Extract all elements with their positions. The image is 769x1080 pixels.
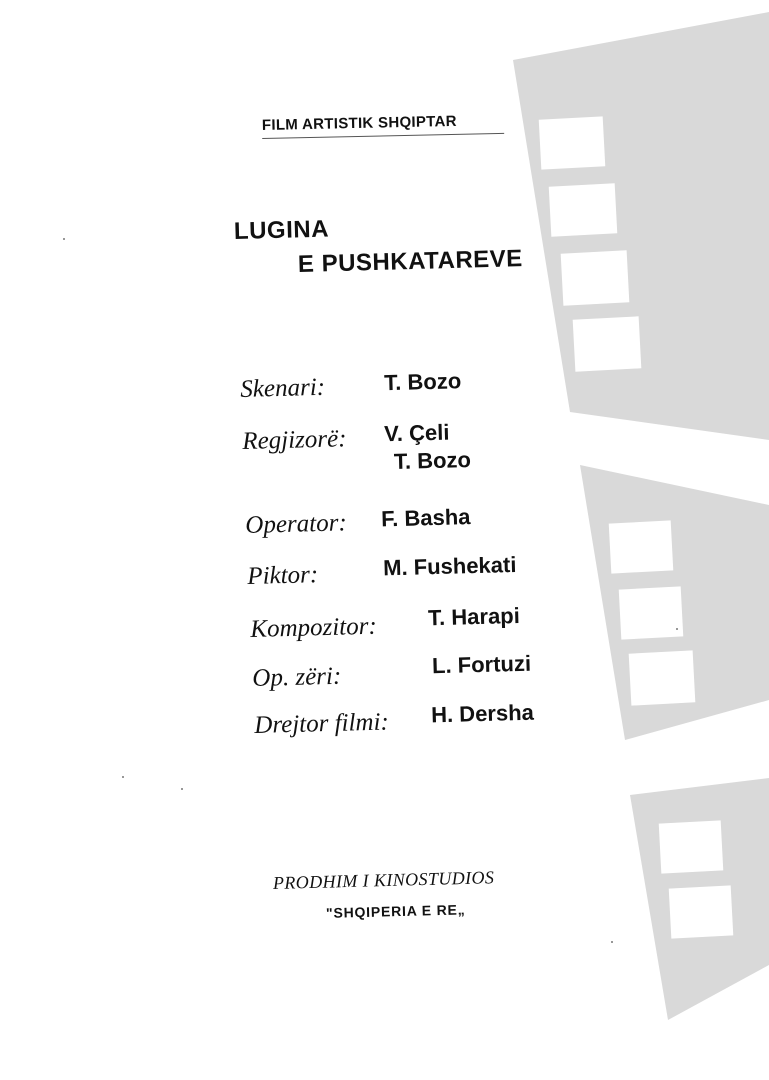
production-studio-line: PRODHIM I KINOSTUDIOS: [272, 867, 495, 893]
print-speck: [676, 628, 678, 630]
print-speck: [63, 238, 65, 240]
film-strip-segment-top: [513, 12, 769, 440]
credit-name: T. Bozo: [383, 368, 462, 396]
studio-name: "SHQIPERIA E RE„: [325, 901, 466, 921]
print-speck: [122, 776, 124, 778]
credit-role: Operator:: [245, 509, 348, 539]
credit-role: Drejtor filmi:: [254, 708, 390, 739]
credit-name: T. Harapi: [427, 602, 521, 631]
credit-role: Kompozitor:: [250, 612, 378, 643]
film-title-line-1: LUGINA: [233, 215, 330, 245]
print-speck: [611, 941, 613, 943]
credit-name: H. Dersha: [430, 699, 535, 728]
film-category-header: FILM ARTISTIK SHQIPTAR: [262, 112, 504, 139]
credit-role: Piktor:: [247, 561, 319, 590]
film-title-line-2: E PUSHKATAREVE: [297, 245, 524, 278]
film-strip-segment-bottom: [630, 778, 769, 1020]
credit-role: Op. zëri:: [252, 662, 342, 692]
credit-role: Regjizorë:: [242, 425, 347, 455]
credit-name: M. Fushekati: [382, 551, 517, 581]
credit-name: T. Bozo: [393, 447, 472, 475]
credit-name: V. Çeli: [383, 419, 450, 447]
film-strip-segment-middle: [580, 465, 769, 740]
credit-name: F. Basha: [380, 504, 471, 532]
credit-role: Skenari:: [240, 373, 326, 403]
print-speck: [181, 788, 183, 790]
credit-name: L. Fortuzi: [431, 650, 532, 679]
